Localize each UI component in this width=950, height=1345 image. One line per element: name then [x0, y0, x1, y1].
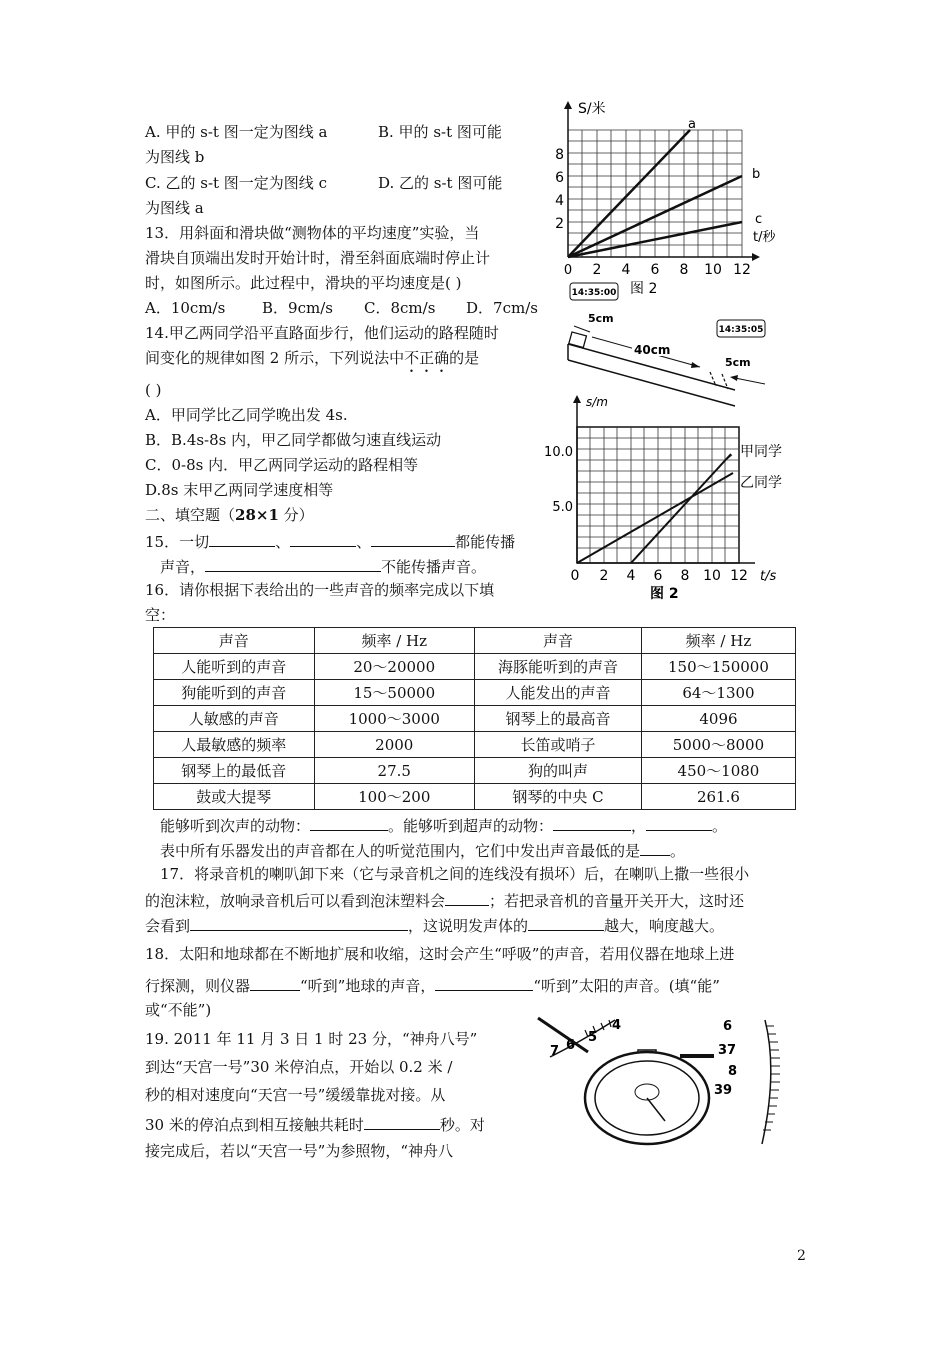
- svg-text:4: 4: [621, 262, 631, 278]
- line-jia: [631, 454, 731, 563]
- q14-line-1: 14.甲乙两同学沿平直路面步行，他们运动的路程随时: [145, 324, 499, 342]
- legend-jia: 甲同学: [740, 444, 782, 460]
- svg-text:8: 8: [728, 1064, 738, 1079]
- table-row: 人敏感的声音 1000～3000 钢琴上的最高音 4096: [154, 706, 796, 732]
- svg-text:4: 4: [612, 1018, 622, 1033]
- page-number: 2: [797, 1248, 806, 1264]
- svg-text:0: 0: [570, 568, 580, 584]
- q19-line-3: 秒的相对速度向“天宫一号”缓缓靠拢对接。从: [145, 1086, 446, 1104]
- svg-text:8: 8: [679, 262, 689, 278]
- table-row: 狗能听到的声音 15～50000 人能发出的声音 64～1300: [154, 680, 796, 706]
- q18-line-3: 或“不能”): [145, 1001, 212, 1019]
- q12-option-b-cont: 为图线 b: [145, 148, 205, 166]
- q15-line-1: 15．一切 、 、 都能传播: [145, 530, 515, 552]
- grid-lines: [577, 427, 739, 563]
- q18-line-1: 18．太阳和地球都在不断地扩展和收缩，这时会产生“呼吸”的声音，若用仪器在地球上进: [145, 945, 735, 963]
- q14-answer-bracket: ( ): [145, 381, 162, 399]
- svg-text:39: 39: [714, 1083, 733, 1098]
- figure-caption: 图 2: [650, 586, 679, 602]
- q18-line-2: 行探测，则仪器 “听到”地球的声音， “听到”太阳的声音。(填“能”: [145, 974, 720, 996]
- svg-text:12: 12: [733, 262, 751, 278]
- svg-text:5: 5: [588, 1030, 598, 1045]
- svg-text:6: 6: [566, 1038, 576, 1053]
- svg-text:4: 4: [626, 568, 636, 584]
- q13-line-1: 13．用斜面和滑块做“测物体的平均速度”实验，当: [145, 224, 480, 242]
- legend-yi: 乙同学: [740, 475, 782, 491]
- svg-text:6: 6: [723, 1019, 733, 1034]
- q14-emphasis: 不正确: [404, 349, 450, 367]
- stopwatch-figure: [530, 1012, 790, 1162]
- label-c: c: [755, 212, 763, 227]
- q16-line-1: 16．请你根据下表给出的一些声音的频率完成以下填: [145, 581, 495, 599]
- q17-line-3: 会看到 ，这说明发声体的 越大，响度越大。: [145, 914, 724, 936]
- y-axis-label: S/米: [578, 101, 606, 117]
- distance-40cm: 40cm: [634, 343, 671, 357]
- svg-text:37: 37: [718, 1043, 737, 1058]
- grid-lines: [568, 130, 742, 257]
- svg-text:10.0: 10.0: [544, 445, 573, 460]
- outer-dial-arc: [762, 1020, 771, 1144]
- q13-option-d: D．7cm/s: [466, 299, 538, 317]
- slope-diagram: [560, 280, 775, 400]
- svg-text:10: 10: [704, 262, 722, 278]
- svg-text:12: 12: [730, 568, 748, 584]
- q14-line-2: 间变化的规律如图 2 所示，下列说法中不正确的是: [145, 349, 480, 367]
- q12-option-d-cont: 为图线 a: [145, 199, 204, 217]
- svg-text:2: 2: [592, 262, 602, 278]
- x-axis-label: t/s: [760, 569, 777, 584]
- q12-option-c: C. 乙的 s-t 图一定为图线 c: [145, 174, 327, 192]
- q12-option-b: B. 甲的 s-t 图可能: [378, 123, 502, 141]
- q12-option-a: A. 甲的 s-t 图一定为图线 a: [145, 123, 328, 141]
- label-b: b: [752, 167, 761, 182]
- q15-line-2: 声音， 不能传播声音。: [160, 555, 486, 577]
- y-axis-label: s/m: [586, 395, 608, 409]
- q16-answer-line-2: 表中所有乐器发出的声音都在人的听觉范围内，它们中发出声音最低的是 。: [160, 839, 685, 861]
- svg-text:6: 6: [650, 262, 660, 278]
- timer-start: 14:35:00: [571, 288, 617, 298]
- q19-line-1: 19. 2011 年 11 月 3 日 1 时 23 分，“神舟八号”: [145, 1030, 478, 1048]
- q16-line-2: 空：: [145, 606, 176, 624]
- svg-text:10: 10: [703, 568, 721, 584]
- line-yi: [577, 473, 733, 563]
- svg-text:0: 0: [563, 263, 573, 278]
- svg-text:8: 8: [680, 568, 690, 584]
- q14-option-d: D.8s 末甲乙两同学速度相等: [145, 481, 334, 499]
- table-header-row: 声音 频率 / Hz 声音 频率 / Hz: [154, 628, 796, 654]
- q13-line-2: 滑块自顶端出发时开始计时，滑至斜面底端时停止计: [145, 249, 491, 267]
- st-graph-students: [540, 393, 800, 605]
- svg-text:6: 6: [555, 170, 564, 186]
- q14-option-b: B．B.4s-8s 内，甲乙同学都做匀速直线运动: [145, 431, 442, 449]
- x-axis-label: t/秒: [753, 230, 776, 245]
- distance-5cm-top: 5cm: [588, 312, 614, 325]
- frequency-table: [153, 627, 796, 810]
- q12-option-d: D. 乙的 s-t 图可能: [378, 174, 503, 192]
- inner-dial-arc: [550, 1020, 615, 1057]
- distance-5cm-bottom: 5cm: [725, 356, 751, 369]
- inner-dial-pointer: [538, 1018, 588, 1052]
- timer-end: 14:35:05: [718, 325, 764, 335]
- line-a: [568, 130, 690, 257]
- q13-option-b: B．9cm/s: [262, 299, 333, 317]
- svg-text:7: 7: [550, 1044, 560, 1059]
- q13-option-c: C．8cm/s: [364, 299, 436, 317]
- svg-text:4: 4: [555, 193, 564, 209]
- svg-text:2: 2: [555, 216, 564, 232]
- table-row: 人能听到的声音 20～20000 海豚能听到的声音 150～150000: [154, 654, 796, 680]
- q14-option-c: C．0-8s 内．甲乙两同学运动的路程相等: [145, 456, 419, 474]
- st-graph-abc: [540, 95, 776, 305]
- svg-text:2: 2: [599, 568, 609, 584]
- q17-line-2: 的泡沫粒，放响录音机后可以看到泡沫塑料会 ；若把录音机的音量开关开大，这时还: [145, 889, 744, 911]
- label-a: a: [688, 117, 696, 132]
- figure-caption: 图 2: [630, 281, 658, 297]
- svg-text:6: 6: [653, 568, 663, 584]
- svg-text:5.0: 5.0: [552, 500, 573, 515]
- q19-line-5: 接完成后，若以“天宫一号”为参照物，“神舟八: [145, 1142, 454, 1160]
- q19-line-4: 30 米的停泊点到相互接触共耗时 秒。对: [145, 1113, 485, 1135]
- q14-option-a: A．甲同学比乙同学晚出发 4s.: [145, 406, 348, 424]
- q17-line-1: 17．将录音机的喇叭卸下来（它与录音机之间的连线没有损坏）后，在喇叭上撒一些很小: [160, 865, 750, 883]
- table-row: 钢琴上的最低音 27.5 狗的叫声 450～1080: [154, 758, 796, 784]
- q13-line-3: 时，如图所示。此过程中，滑块的平均速度是( ): [145, 274, 462, 292]
- table-row: 人最敏感的频率 2000 长笛或哨子 5000～8000: [154, 732, 796, 758]
- q13-option-a: A．10cm/s: [145, 299, 226, 317]
- table-row: 鼓或大提琴 100～200 钢琴的中央 C 261.6: [154, 784, 796, 810]
- q16-answer-line-1: 能够听到次声的动物： 。能够听到超声的动物： ， 。: [160, 814, 727, 836]
- section-2-title: 二、填空题（28×1 分）: [145, 506, 314, 524]
- q19-line-2: 到达“天宫一号”30 米停泊点，开始以 0.2 米 /: [145, 1058, 453, 1076]
- svg-text:8: 8: [555, 147, 564, 163]
